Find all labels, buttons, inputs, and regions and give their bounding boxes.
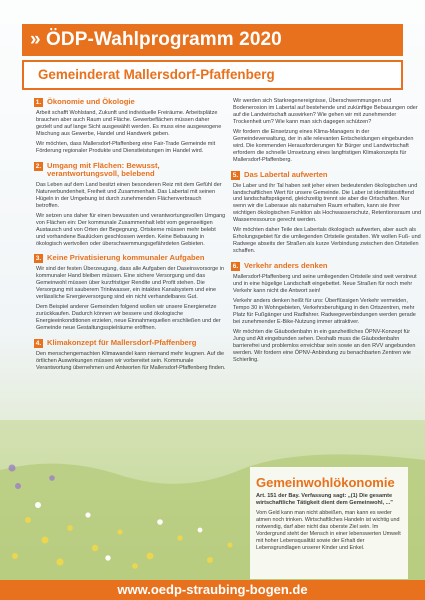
section-paragraph: Den menschengemachten Klimawandel kann niemand mehr leugnen. Auf die örtlichen Auswirkungen müssen wir vorbereitet sein. Kommunale Verantwortung übernehmen und Antworten für Mallersdorf-Pfaffenberg finden.: [36, 351, 226, 371]
section-title: Das Labertal aufwerten: [244, 169, 328, 179]
program-title: » ÖDP-Wahlprogramm 2020: [22, 24, 403, 56]
section-number-badge: 6.: [232, 263, 239, 271]
section-number-badge: 5.: [232, 171, 239, 179]
section-labertal: [233, 171, 423, 256]
section-paragraph: Die Laber und ihr Tal haben seit jeher einen bedeutenden ökologischen und landschaftlichen Wert für unsere Gemeinde. Die Laber ist identitätsstiftend und landschaftsprägend, gleichzeitig trennt sie aber die Ortschaften. Nur wenn wir die Laberaue als naturnahen Raum erhalten, kann sie ihrer wichtigen ökologischen Funktion als Hochwasserschutz, Retentionsraum und Wasserressource gerecht werden.: [233, 182, 422, 224]
section-title: Keine Privatisierung kommunaler Aufgaben: [47, 253, 205, 263]
section-traffic: [233, 262, 423, 363]
section-climate-concept: [36, 339, 226, 372]
section-paragraph: Mallersdorf-Pfaffenberg und seine umliegenden Ortsteile sind weit verstreut und in eine hügelige Landschaft eingebettet. Neue Straßen für noch mehr Verkehr kann nicht die Antwort sein!: [233, 274, 417, 295]
section-heading: [233, 171, 423, 180]
section-heading: [36, 162, 226, 179]
section-heading: [36, 98, 226, 107]
section-heading: [36, 254, 226, 263]
section-title: Ökonomie und Ökologie: [47, 97, 135, 106]
section-paragraph: Wir setzen uns daher für einen bewussten und verantwortungsvollen Umgang von Flächen ein: Der kommunale Zusammenhalt lebt vom gegenseitigen Austausch und von Orten der Begegnung. Ortskerne müssen mehr belebt und vorhandene Baulücken geschlossen werden. Keine Bebauung in ökologisch wertvollen oder überschwemmungsgefährdeten Gebieten.: [36, 212, 226, 247]
section-heading: [36, 339, 226, 348]
section-climate-continued: [233, 98, 423, 164]
section-paragraph: Wir fordern die Einsetzung eines Klima-Managers in der Gemeindeverwaltung, der in alle relevanten Entscheidungen eingebunden wird. Die kommenden Herausforderungen für Bürger und Landwirtschaft erfordern die schnelle Umsetzung eines langfristigen Klimakonzepts für Mallersdorf-Pfaffenberg.: [233, 128, 414, 163]
section-title: Verkehr anders denken: [244, 261, 328, 271]
section-paragraph: Wir werden sich Starkregenereignisse, Überschwemmungen und Bodenerosion im Labertal auf bestehende und zukünftige Bebauungen oder auf die Landwirtschaft auswirken? Wie gehen wir mit zunehmender Trockenheit um? Wie kann man sich dagegen schützen?: [233, 98, 418, 125]
section-paragraph: Dem Beispiel anderer Gemeinden folgend wollen wir unsere Energienetze zurückkaufen. Dadurch können wir bessere und ökologische Energieeinkonditionen erzielen, neue Einnahmequellen erschließen und der Gemeinde neue Gestaltungsspielräume eröffnen.: [36, 304, 221, 332]
section-paragraph: Verkehr anders denken heißt für uns: Überflüssigen Verkehr vermeiden, Tempo 30 in Wohngebieten, Verkehrsberuhigung in den Ortszentren, mehr Platz für Fußgänger und Radfahrer. Radwegeverbindungen werden gerade bei zunehmender E-Bike-Nutzung immer attraktiver.: [233, 297, 416, 325]
section-land-use: [36, 162, 226, 248]
section-heading: [233, 262, 423, 271]
constitution-quote: Art. 151 der Bay. Verfassung sagt: „(1) Die gesamte wirtschaftliche Tätigkeit dient dem Gemeinwohl, ...": [256, 493, 393, 506]
section-no-privatization: [36, 254, 226, 332]
section-paragraph: Wir möchten daher Teile des Labertals ökologisch aufwerten, aber auch als Erholungsgebiet für die umliegenden Ortsteile gestalten. Wir wollen Fuß- und Radwege abseits der Straßen als kurze Verbindung zwischen den Ortsteilen schaffen.: [233, 227, 421, 255]
section-economy: [36, 98, 226, 155]
section-number-badge: 4.: [35, 340, 42, 348]
council-subtitle: Gemeinderat Mallersdorf-Pfaffenberg: [22, 60, 403, 90]
section-paragraph: Arbeit schafft Wohlstand, Zukunft und individuelle Freiräume. Arbeitsplätze brauchen aber auch Raum und Fläche. Gewerbeflächen müssen daher gezielt und auf lange Sicht ausgewählt werden. Es muss eine ausgewogene Mischung aus Gewerbe, Handel und Handwerk geben.: [36, 110, 222, 137]
section-title: Klimakonzept für Mallersdorf-Pfaffenberg: [47, 338, 197, 348]
gemeinwohl-text: Vom Geld kann man nicht abbeißen, man kann es weder atmen noch trinken. Wirtschaftliches Handeln ist wichtig und notwendig, darf aber nicht das oberste Ziel sein. Im Vordergrund steht der Mensch in einer lebenswerten Umwelt mit hoher Lebensqualität sowie der Erhalt der Lebensgrundlagen unserer Kinder und Enkel.: [256, 510, 401, 551]
right-column: [233, 98, 423, 371]
section-number-badge: 1.: [35, 99, 42, 106]
gemeinwohl-title: Gemeinwohlökonomie: [256, 475, 395, 490]
section-paragraph: Wir sind der festen Überzeugung, dass alle Aufgaben der Daseinsvorsorge in kommunaler Hand bleiben müssen. Eine sichere Versorgung und das Gemeinwohl müssen über kurzfristiger Rendite und Profit stehen. Die Versorgung mit sauberem Trinkwasser, ein intaktes Kanalsystem und eine verlässliche Energieversorgung sind ein nicht verhandelbares Gut.: [36, 266, 225, 301]
section-number-badge: 3.: [35, 255, 42, 263]
section-paragraph: Wir möchten die Gäubodenbahn in ein ganzheitliches ÖPNV-Konzept für Jung und Alt eingebunden sehen. Deshalb muss die Gäubodenbahn barrierefrei und problemlos erreichbar sein sowie an den RVV angebunden werden. Wir fordern eine ÖPNV-Anbindung zu benachbarten Zentren wie Schierling.: [233, 328, 416, 363]
website-link[interactable]: www.oedp-straubing-bogen.de: [0, 580, 425, 600]
section-title: Umgang mit Flächen: Bewusst, verantwortungsvoll, belebend: [47, 160, 160, 179]
left-column: [36, 98, 226, 379]
section-paragraph: Das Leben auf dem Land besitzt einen besonderen Reiz mit dem Gefühl der Naturverbundenheit, Freiheit und Zusammenhalt. Das Labertal mit seinen Hügeln in der Umgebung ist durch zunehmenden Flächenverbrauch betroffen.: [36, 181, 222, 209]
section-paragraph: Wir möchten, dass Mallersdorf-Pfaffenberg eine Fair-Trade Gemeinde mit Förderung regionaler Produkte und Dienstleistungen im Handel wird.: [36, 140, 216, 154]
section-number-badge: 2.: [35, 162, 42, 170]
gemeinwohl-box: [250, 467, 408, 579]
